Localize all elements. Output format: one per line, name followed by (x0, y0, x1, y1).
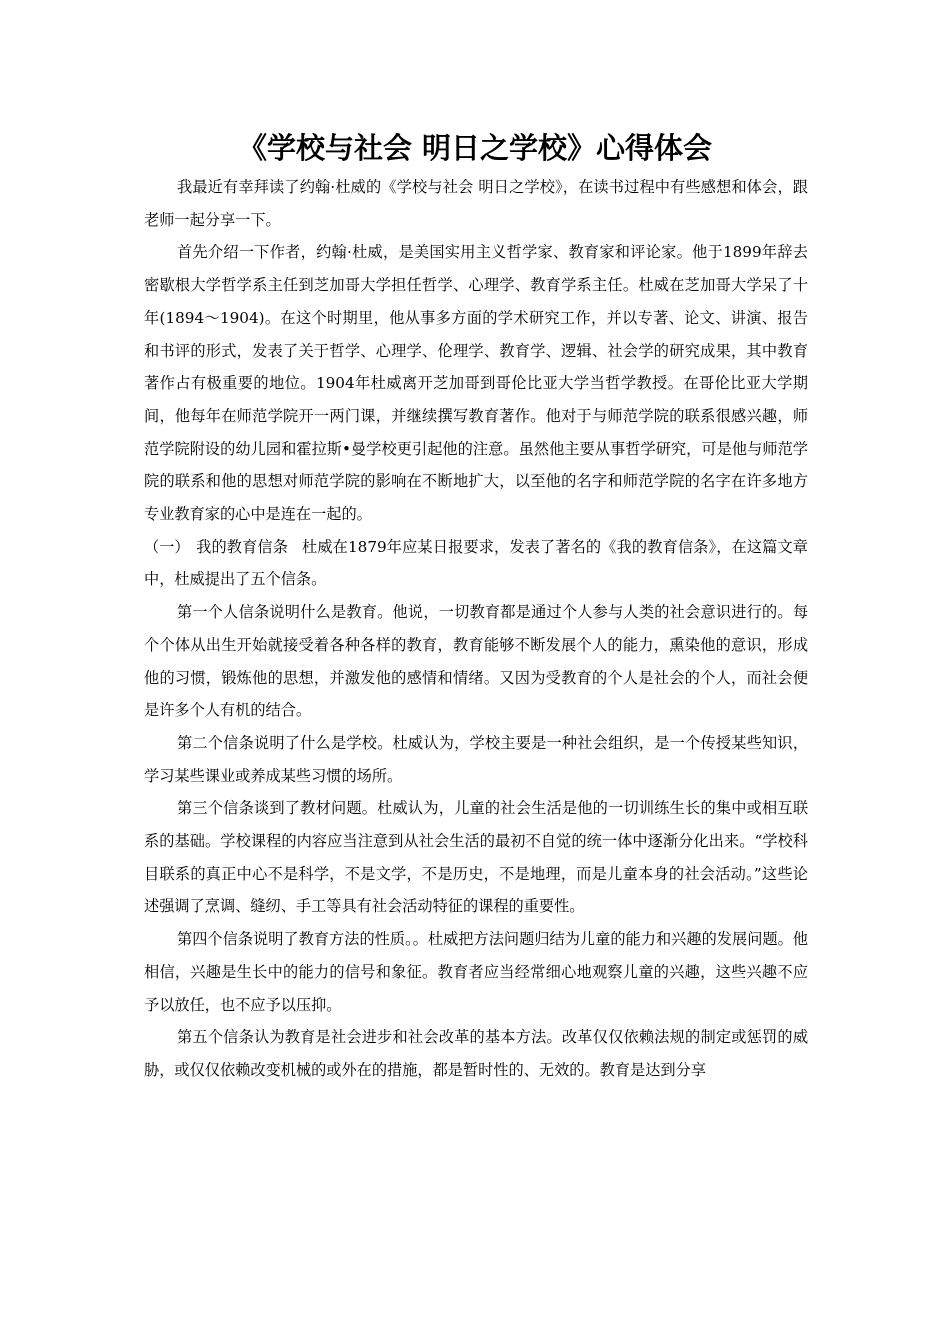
document-body (144, 171, 808, 1087)
section-intro-text: 杜威在1879年应某日报要求，发表了著名的《我的教育信条》，在这篇文章中，杜威提出了五个信条。 (144, 537, 808, 589)
section-title: 我的教育信条 (196, 537, 289, 556)
paragraph-creed-2: 第二个信条说明了什么是学校。杜威认为，学校主要是一种社会组织，是一个传授某些知识，学习某些课业或养成某些习惯的场所。 (144, 733, 808, 785)
paragraph-creed-5: 第五个信条认为教育是社会进步和社会改革的基本方法。改革仅仅依赖法规的制定或惩罚的威胁，或仅仅依赖改变机械的或外在的措施，都是暂时性的、无效的。教育是达到分享 (144, 1028, 808, 1079)
paragraph-creed-3: 第三个信条谈到了教材问题。杜威认为，儿童的社会生活是他的一切训练生长的集中或相互联系的基础。学校课程的内容应当注意到从社会生活的最初不自觉的统一体中逐渐分化出来。“学校科目联系的真正中心不是科学，不是文学，不是历史，不是地理，而是儿童本身的社会活动。”这些论述强调了烹调、缝纫、手工等具有社会活动特征的课程的重要性。 (144, 799, 808, 916)
paragraph-author-bio: 首先介绍一下作者，约翰·杜威，是美国实用主义哲学家、教育家和评论家。他于1899年辞去密歇根大学哲学系主任到芝加哥大学担任哲学、心理学、教育学系主任。杜威在芝加哥大学呆了十年(1894～1904)。在这个时期里，他从事多方面的学术研究工作，并以专著、论文、讲演、报告和书评的形式，发表了关于哲学、心理学、伦理学、教育学、逻辑、社会学的研究成果，其中教育著作占有极重要的地位。1904年杜威离开芝加哥到哥伦比亚大学当哲学教授。在哥伦比亚大学期间，他每年在师范学院开一两门课，并继续撰写教育著作。他对于与师范学院的联系很感兴趣，师范学院附设的幼儿园和霍拉斯•曼学校更引起他的注意。虽然他主要从事哲学研究，可是他与师范学院的联系和他的思想对师范学院的影响在不断地扩大，以至他的名字和师范学院的名字在许多地方专业教育家的心中是连在一起的。 (144, 243, 808, 524)
paragraph-creed-4: 第四个信条说明了教育方法的性质。。杜威把方法问题归结为儿童的能力和兴趣的发展问题。他相信，兴趣是生长中的能力的信号和象征。教育者应当经常细心地观察儿童的兴趣，这些兴趣不应予以放任，也不应予以压抑。 (144, 930, 808, 1014)
section-number: （一） (144, 537, 190, 556)
paragraph-creed-1: 第一个人信条说明什么是教育。他说，一切教育都是通过个人参与人类的社会意识进行的。每个个体从出生开始就接受着各种各样的教育，教育能够不断发展个人的能力，熏染他的意识，形成他的习惯，锻炼他的思想，并激发他的感情和情绪。又因为受教育的个人是社会的个人，而社会便是许多个人有机的结合。 (144, 603, 808, 720)
paragraph-intro: 我最近有幸拜读了约翰·杜威的《学校与社会 明日之学校》，在读书过程中有些感想和体会，跟老师一起分享一下。 (144, 178, 808, 229)
paragraph-section-heading (144, 531, 808, 596)
document-title: 《学校与社会 明日之学校》心得体会 (237, 131, 713, 165)
